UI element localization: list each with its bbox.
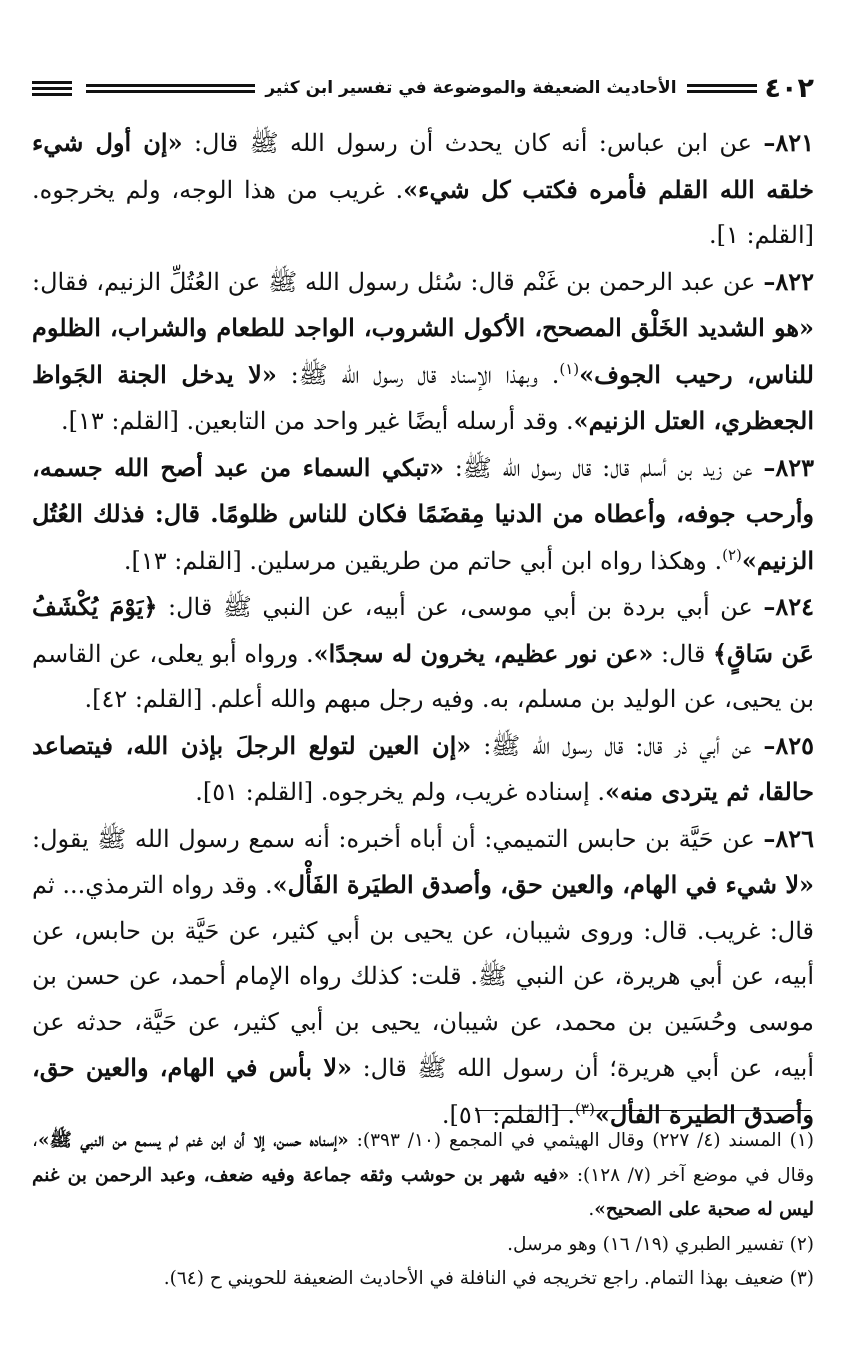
footnote-3 [32,1262,814,1297]
hadith-text: . إسناده غريب، ولم يخرجوه. [القلم: ٥١]. [195,778,606,806]
footnote-marker[interactable]: (١) [559,359,580,378]
footnote-2 [32,1228,814,1263]
header-rule-middle [86,84,255,93]
footnote-text: (٢) تفسير الطبري (١٩/ ١٦) وهو مرسل. [507,1233,814,1255]
hadith-number: ٨٢٤– [763,592,814,621]
hadith-text: . غريب من هذا الوجه، ولم يخرجوه. [القلم: ١]. [32,175,814,249]
hadith-826 [32,816,814,1139]
hadith-quote: «لا يدخل الجنة الجَواظ الجعظري، العتل الزنيم» [32,359,814,435]
hadith-number: ٨٢٦– [763,823,814,853]
hadith-text: عن زيد بن أسلم قال: قال رسول الله ﷺ: [444,453,764,482]
hadith-823 [32,445,814,585]
footnote-marker[interactable]: (٣) [575,1099,595,1118]
hadith-number: ٨٢١– [763,128,814,157]
footnote-marker[interactable]: (٢) [722,545,742,564]
hadith-number: ٨٢٥– [763,730,814,760]
footnote-text: (١) المسند (٤/ ٢٢٧) وقال الهيثمي في المجمع (١٠/ ٣٩٣): [348,1130,814,1151]
hadith-number: ٨٢٣– [763,452,814,482]
footnote-text: (٣) ضعيف بهذا التمام. راجع تخريجه في النافلة في الأحاديث الضعيفة للحويني ح (٦٤). [163,1268,814,1289]
hadith-quote: «إن العين لتولع الرجلَ بإذن الله، فيتصاعد حالقا، ثم يتردى منه» [32,730,814,806]
hadith-quote: «إن أول شيء خلقه الله القلم فأمره فكتب كل شيء» [32,128,815,204]
footnote-quote: «فيه شهر بن حوشب وثقه جماعة وفيه ضعف، وعبد الرحمن بن غنم ليس له صحبة على الصحيح» [32,1164,814,1220]
footnote-quote: «إسناده حسن، إلا أن ابن غنم لم يسمع من النبي ﷺ» [37,1130,349,1151]
quran-quote: ﴿يَوْمَ يُكْشَفُ عَن سَاقٍ﴾ [32,592,814,668]
hadith-number: ٨٢٢– [763,266,814,296]
hadith-text: . وهكذا رواه ابن أبي حاتم من طريقين مرسلين. [القلم: ١٣]. [123,546,723,575]
hadith-text: عن عبد الرحمن بن غَنْم قال: سُئل رسول الله ﷺ عن العُتُلِّ الزنيم، فقال: [32,267,764,296]
hadith-text: قال: [653,639,713,668]
hadith-text: عن حَيَّة بن حابس التميمي: أن أباه أخبره: أنه سمع رسول الله ﷺ يقول: [32,824,764,853]
running-header [32,68,814,108]
hadith-825 [32,723,814,816]
hadith-quote: «عن نور عظيم، يخرون له سجدًا» [313,638,654,668]
footnote-text: . [588,1199,595,1220]
hadith-quote: «تبكي السماء من عبد أصح الله جسمه، وأرحب جوفه، وأعطاه من الدنيا مِقضَمًا فكان للناس ظلومًا. قال: فذلك العُتُل الزنيم» [32,452,814,575]
main-text [32,120,814,1138]
hadith-text: . وقد أرسله أيضًا غير واحد من التابعين. [القلم: ١٣]. [61,407,574,435]
book-title: الأحاديث الضعيفة والموضوعة في تفسير ابن كثير [265,78,677,98]
hadith-text: . وبهذا الإسناد قال رسول الله ﷺ: [276,360,560,389]
hadith-822 [32,259,814,445]
hadith-text: عن أبي بردة بن أبي موسى، عن أبيه، عن النبي ﷺ قال: [157,593,764,621]
hadith-text: . وقد رواه الترمذي... ثم قال: غريب. قال: وروى شيبان، عن يحيى بن أبي كثير، عن حَيَّة بن حابس، عن أبيه، عن أبي هريرة، عن النبي ﷺ. قلت: كذلك رواه الإمام أحمد، عن حسن بن موسى وحُسَين بن محمد، عن شيبان، يحيى بن أبي كثير، عن حَيَّة، حدثه عن أبيه، عن أبي هريرة؛ أن رسول الله ﷺ قال: [32,871,815,1082]
hadith-quote: «هو الشديد الخَلْق المصحح، الأكول الشروب، الواجد للطعام والشراب، الظلوم للناس، رحيب الجوف» [32,313,814,389]
hadith-quote: «لا شيء في الهام، والعين حق، وأصدق الطيَرة الفَأْل» [272,870,815,899]
footnote-1 [32,1124,814,1228]
footnotes [32,1124,814,1297]
page-number: ٤٠٢ [764,72,814,104]
footnote-text: ، وقال في موضع آخر (٧/ ١٢٨): [32,1130,815,1186]
hadith-quote: «لا بأس في الهام، والعين حق، وأصدق الطيرة الفأل» [32,1053,814,1129]
hadith-text: عن أبي ذر قال: قال رسول الله ﷺ: [471,731,764,760]
hadith-text: عن ابن عباس: أنه كان يحدث أن رسول الله ﷺ قال: [182,129,764,157]
footnote-separator [475,1110,811,1111]
header-rule-left [32,81,72,96]
hadith-text: . ورواه أبو يعلى، عن القاسم بن يحيى، عن الوليد بن مسلم، به. وفيه رجل مبهم والله أعلم. [القلم: ٤٢]. [32,639,814,713]
hadith-824 [32,584,814,723]
hadith-821 [32,120,814,259]
hadith-text: . [القلم: ٥١]. [441,1100,576,1129]
header-rule-right [687,84,757,93]
